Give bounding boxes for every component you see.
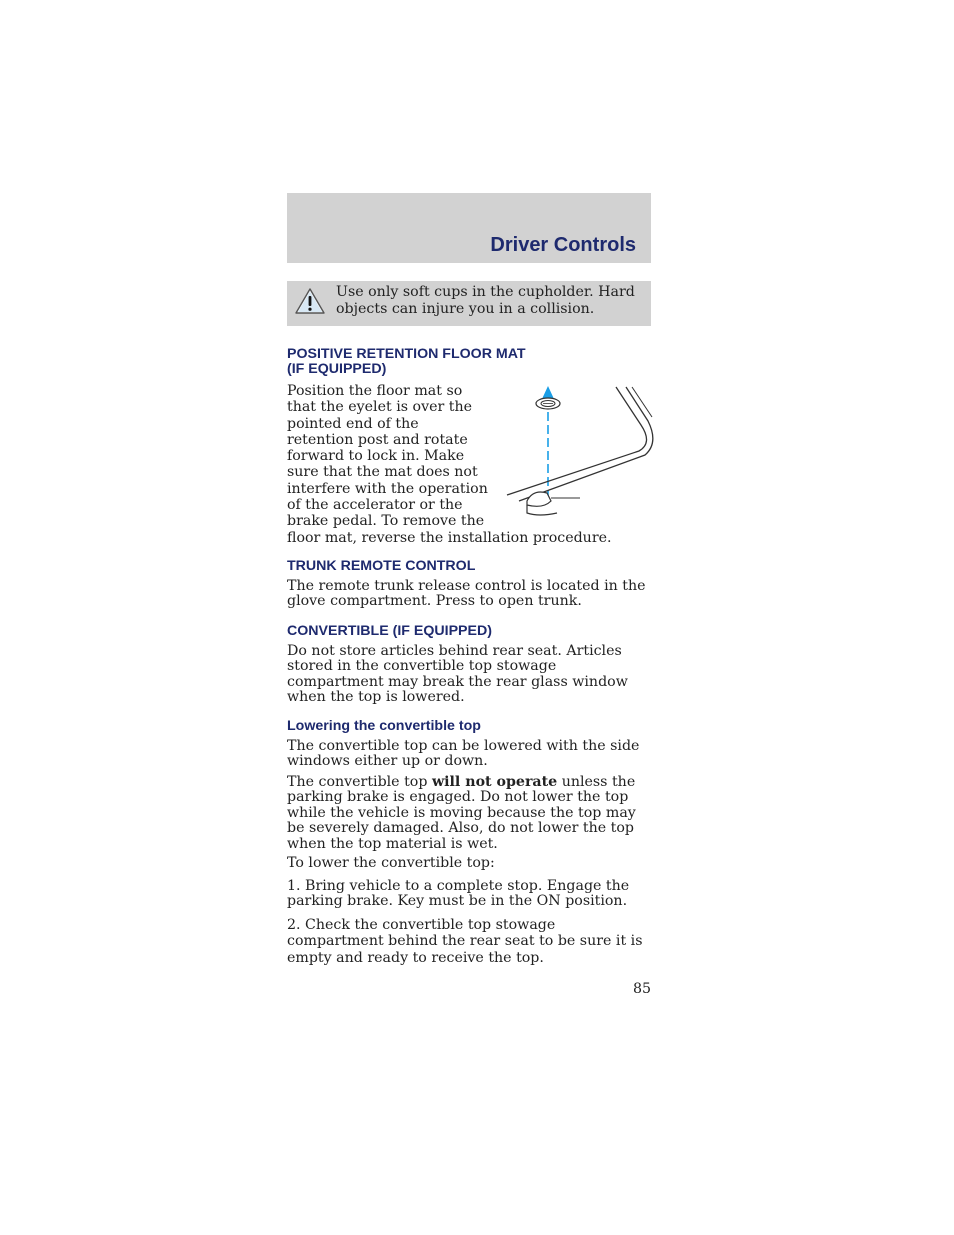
floor-mat-line: forward to lock in. Make [287, 448, 465, 465]
lowering-p2-bold: will not operate [431, 774, 558, 790]
floor-mat-illustration [499, 385, 655, 525]
floor-mat-line: floor mat, reverse the installation procedure. [287, 529, 612, 546]
floor-mat-line: that the eyelet is over the [287, 399, 473, 416]
page-number: 85 [632, 981, 651, 997]
floor-mat-line: retention post and rotate [287, 431, 468, 448]
lowering-p1: The convertible top can be lowered with the side windows either up or down. [287, 738, 640, 770]
floor-mat-line: sure that the mat does not [287, 464, 478, 481]
floor-mat-heading-line1: POSITIVE RETENTION FLOOR MAT [287, 346, 526, 362]
trunk-text: The remote trunk release control is located in the glove compartment. Press to open trunk. [287, 578, 646, 610]
warning-box [287, 281, 651, 326]
floor-mat-heading-line2: (IF EQUIPPED) [287, 361, 387, 377]
floor-mat-line: pointed end of the [287, 415, 419, 432]
convertible-heading: CONVERTIBLE (IF EQUIPPED) [287, 623, 492, 639]
warning-text: Use only soft cups in the cupholder. Hard objects can injure you in a collision. [336, 284, 635, 317]
manual-page [287, 193, 651, 997]
floor-mat-line: brake pedal. To remove the [287, 513, 485, 530]
lowering-step1: 1. Bring vehicle to a complete stop. Engage the parking brake. Key must be in the ON position. [287, 878, 630, 910]
warning-triangle-icon [294, 287, 326, 315]
lowering-p2 [287, 775, 651, 852]
lowering-p2-before: The convertible top [287, 774, 432, 790]
section-title: Driver Controls [490, 234, 636, 256]
lowering-step2: 2. Check the convertible top stowage compartment behind the rear seat to be sure it is empty and ready to receive the top. [287, 917, 643, 966]
trunk-heading: TRUNK REMOTE CONTROL [287, 558, 476, 574]
lowering-p3: To lower the convertible top: [287, 855, 495, 871]
lowering-p2-after: unless the parking brake is engaged. Do not lower the top while the vehicle is moving because the top may be severely damaged. Also, do not lower the top when the top material is wet. [287, 774, 636, 852]
convertible-text: Do not store articles behind rear seat. Articles stored in the convertible top stowage compartment may break the rear glass window when the top is lowered. [287, 643, 628, 706]
floor-mat-line: Position the floor mat so [287, 383, 463, 399]
floor-mat-line: of the accelerator or the [287, 497, 463, 514]
section-header [287, 193, 651, 263]
floor-mat-line: interfere with the operation [287, 480, 488, 497]
lowering-heading: Lowering the convertible top [287, 718, 481, 734]
